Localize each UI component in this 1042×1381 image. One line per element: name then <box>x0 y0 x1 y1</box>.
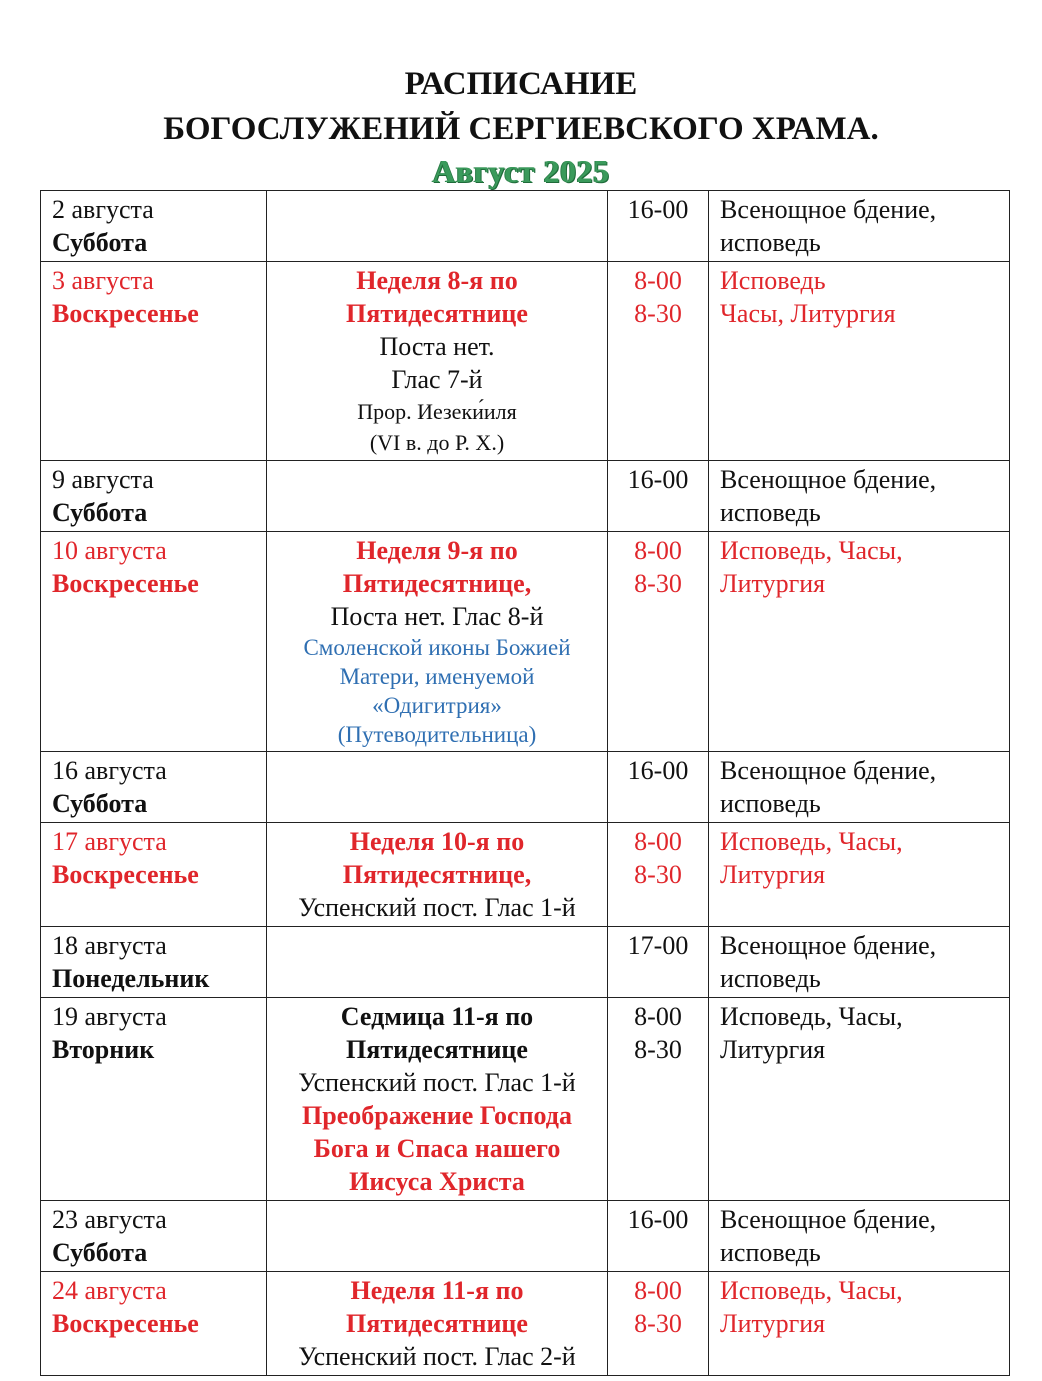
time-cell <box>608 191 709 262</box>
date-cell <box>41 823 267 927</box>
date-text: 3 августа <box>52 266 154 295</box>
time-text: 8-00 <box>634 1276 682 1305</box>
time-text: 16-00 <box>627 195 689 224</box>
service-text: Всенощное бдение, <box>720 756 937 785</box>
time-text: 8-00 <box>634 266 682 295</box>
title-line-2: БОГОСЛУЖЕНИЙ СЕРГИЕВСКОГО ХРАМА. <box>163 111 879 147</box>
weekday-text: Вторник <box>52 1035 155 1064</box>
weekday-text: Понедельник <box>52 964 210 993</box>
week-title: Пятидесятнице, <box>342 569 532 598</box>
date-text: 24 августа <box>52 1276 167 1305</box>
date-cell <box>41 262 267 461</box>
service-text: Литургия <box>720 1309 826 1338</box>
time-cell <box>608 532 709 752</box>
service-text: исповедь <box>720 789 821 818</box>
feast-title: Иисуса Христа <box>349 1167 525 1196</box>
feast-note: (Путеводительница) <box>337 722 537 747</box>
week-title: Неделя 11-я по <box>350 1276 524 1305</box>
service-text: Литургия <box>720 860 826 889</box>
weekday-text: Воскресенье <box>52 1309 199 1338</box>
service-cell <box>709 823 1010 927</box>
time-text: 8-30 <box>634 299 682 328</box>
time-text: 8-30 <box>634 1309 682 1338</box>
week-title: Неделя 10-я по <box>349 827 525 856</box>
date-text: 18 августа <box>52 931 167 960</box>
week-title: Неделя 9-я по <box>356 536 518 565</box>
description-cell <box>267 998 608 1201</box>
date-cell <box>41 927 267 998</box>
service-cell <box>709 461 1010 532</box>
table-row <box>41 998 1010 1201</box>
date-cell <box>41 191 267 262</box>
date-text: 19 августа <box>52 1002 167 1031</box>
time-cell <box>608 998 709 1201</box>
service-cell <box>709 1201 1010 1272</box>
table-row <box>41 1272 1010 1376</box>
description-cell <box>267 823 608 927</box>
fast-note: Успенский пост. Глас 1-й <box>298 1068 576 1097</box>
time-cell <box>608 1201 709 1272</box>
time-cell <box>608 1272 709 1376</box>
time-text: 16-00 <box>627 465 689 494</box>
month-title: Август 2025 <box>432 153 610 189</box>
service-text: Всенощное бдение, <box>720 465 937 494</box>
date-text: 9 августа <box>52 465 154 494</box>
service-text: Исповедь, Часы, <box>720 827 903 856</box>
date-cell <box>41 461 267 532</box>
description-cell <box>267 927 608 998</box>
description-cell <box>267 262 608 461</box>
feast-note: Матери, именуемой <box>339 664 535 689</box>
time-text: 16-00 <box>627 1205 689 1234</box>
weekday-text: Суббота <box>52 228 148 257</box>
week-title: Неделя 8-я по <box>356 266 518 295</box>
time-cell <box>608 262 709 461</box>
service-text: Всенощное бдение, <box>720 931 937 960</box>
week-title: Пятидесятнице <box>346 1309 528 1338</box>
title-line-1: РАСПИСАНИЕ <box>404 66 638 102</box>
table-row <box>41 532 1010 752</box>
description-cell <box>267 1201 608 1272</box>
fast-note: Поста нет. <box>379 332 495 361</box>
service-cell <box>709 262 1010 461</box>
table-row <box>41 461 1010 532</box>
fast-note: Успенский пост. Глас 2-й <box>298 1342 576 1371</box>
description-cell <box>267 1272 608 1376</box>
time-cell <box>608 461 709 532</box>
service-text: исповедь <box>720 1238 821 1267</box>
service-cell <box>709 532 1010 752</box>
time-text: 16-00 <box>627 756 689 785</box>
date-text: 23 августа <box>52 1205 167 1234</box>
feast-note: «Одигитрия» <box>372 693 502 718</box>
service-cell <box>709 927 1010 998</box>
time-text: 8-00 <box>634 1002 682 1031</box>
service-cell <box>709 752 1010 823</box>
saint-note: Прор. Иезеки́иля <box>357 399 517 424</box>
time-text: 17-00 <box>627 931 689 960</box>
saint-note: (VI в. до Р. Х.) <box>369 430 505 455</box>
time-text: 8-00 <box>634 827 682 856</box>
time-cell <box>608 927 709 998</box>
service-text: Исповедь, Часы, <box>720 1276 903 1305</box>
tone-note: Глас 7-й <box>391 365 483 394</box>
date-cell <box>41 1272 267 1376</box>
date-text: 17 августа <box>52 827 167 856</box>
service-text: исповедь <box>720 498 821 527</box>
week-title: Пятидесятнице <box>346 299 528 328</box>
service-text: исповедь <box>720 228 821 257</box>
weekday-text: Воскресенье <box>52 860 199 889</box>
weekday-text: Воскресенье <box>52 569 199 598</box>
fast-note: Поста нет. Глас 8-й <box>330 602 544 631</box>
service-text: Всенощное бдение, <box>720 195 937 224</box>
date-text: 10 августа <box>52 536 167 565</box>
time-text: 8-30 <box>634 569 682 598</box>
service-text: Исповедь, Часы, <box>720 536 903 565</box>
feast-note: Смоленской иконы Божией <box>303 635 571 660</box>
weekday-text: Суббота <box>52 789 148 818</box>
week-title: Седмица 11-я по <box>340 1002 534 1031</box>
time-cell <box>608 752 709 823</box>
service-text: Исповедь, Часы, <box>720 1002 903 1031</box>
description-cell <box>267 461 608 532</box>
table-row <box>41 1201 1010 1272</box>
service-text: Литургия <box>720 569 826 598</box>
service-text: Часы, Литургия <box>720 299 896 328</box>
weekday-text: Суббота <box>52 498 148 527</box>
date-cell <box>41 532 267 752</box>
schedule-header <box>0 62 1042 190</box>
time-text: 8-30 <box>634 860 682 889</box>
feast-title: Бога и Спаса нашего <box>313 1134 561 1163</box>
date-cell <box>41 1201 267 1272</box>
description-cell <box>267 191 608 262</box>
weekday-text: Суббота <box>52 1238 148 1267</box>
date-cell <box>41 998 267 1201</box>
fast-note: Успенский пост. Глас 1-й <box>298 893 576 922</box>
date-cell <box>41 752 267 823</box>
table-row <box>41 823 1010 927</box>
time-text: 8-00 <box>634 536 682 565</box>
feast-title: Преображение Господа <box>302 1101 572 1130</box>
service-cell <box>709 1272 1010 1376</box>
schedule-table <box>40 190 1010 1376</box>
service-cell <box>709 998 1010 1201</box>
description-cell <box>267 532 608 752</box>
date-text: 16 августа <box>52 756 167 785</box>
table-row <box>41 927 1010 998</box>
service-text: Исповедь <box>720 266 826 295</box>
table-row <box>41 262 1010 461</box>
description-cell <box>267 752 608 823</box>
service-text: Всенощное бдение, <box>720 1205 937 1234</box>
time-text: 8-30 <box>634 1035 682 1064</box>
service-text: Литургия <box>720 1035 826 1064</box>
weekday-text: Воскресенье <box>52 299 199 328</box>
table-row <box>41 752 1010 823</box>
service-text: исповедь <box>720 964 821 993</box>
week-title: Пятидесятнице <box>346 1035 528 1064</box>
service-cell <box>709 191 1010 262</box>
time-cell <box>608 823 709 927</box>
week-title: Пятидесятнице, <box>342 860 532 889</box>
date-text: 2 августа <box>52 195 154 224</box>
table-row <box>41 191 1010 262</box>
